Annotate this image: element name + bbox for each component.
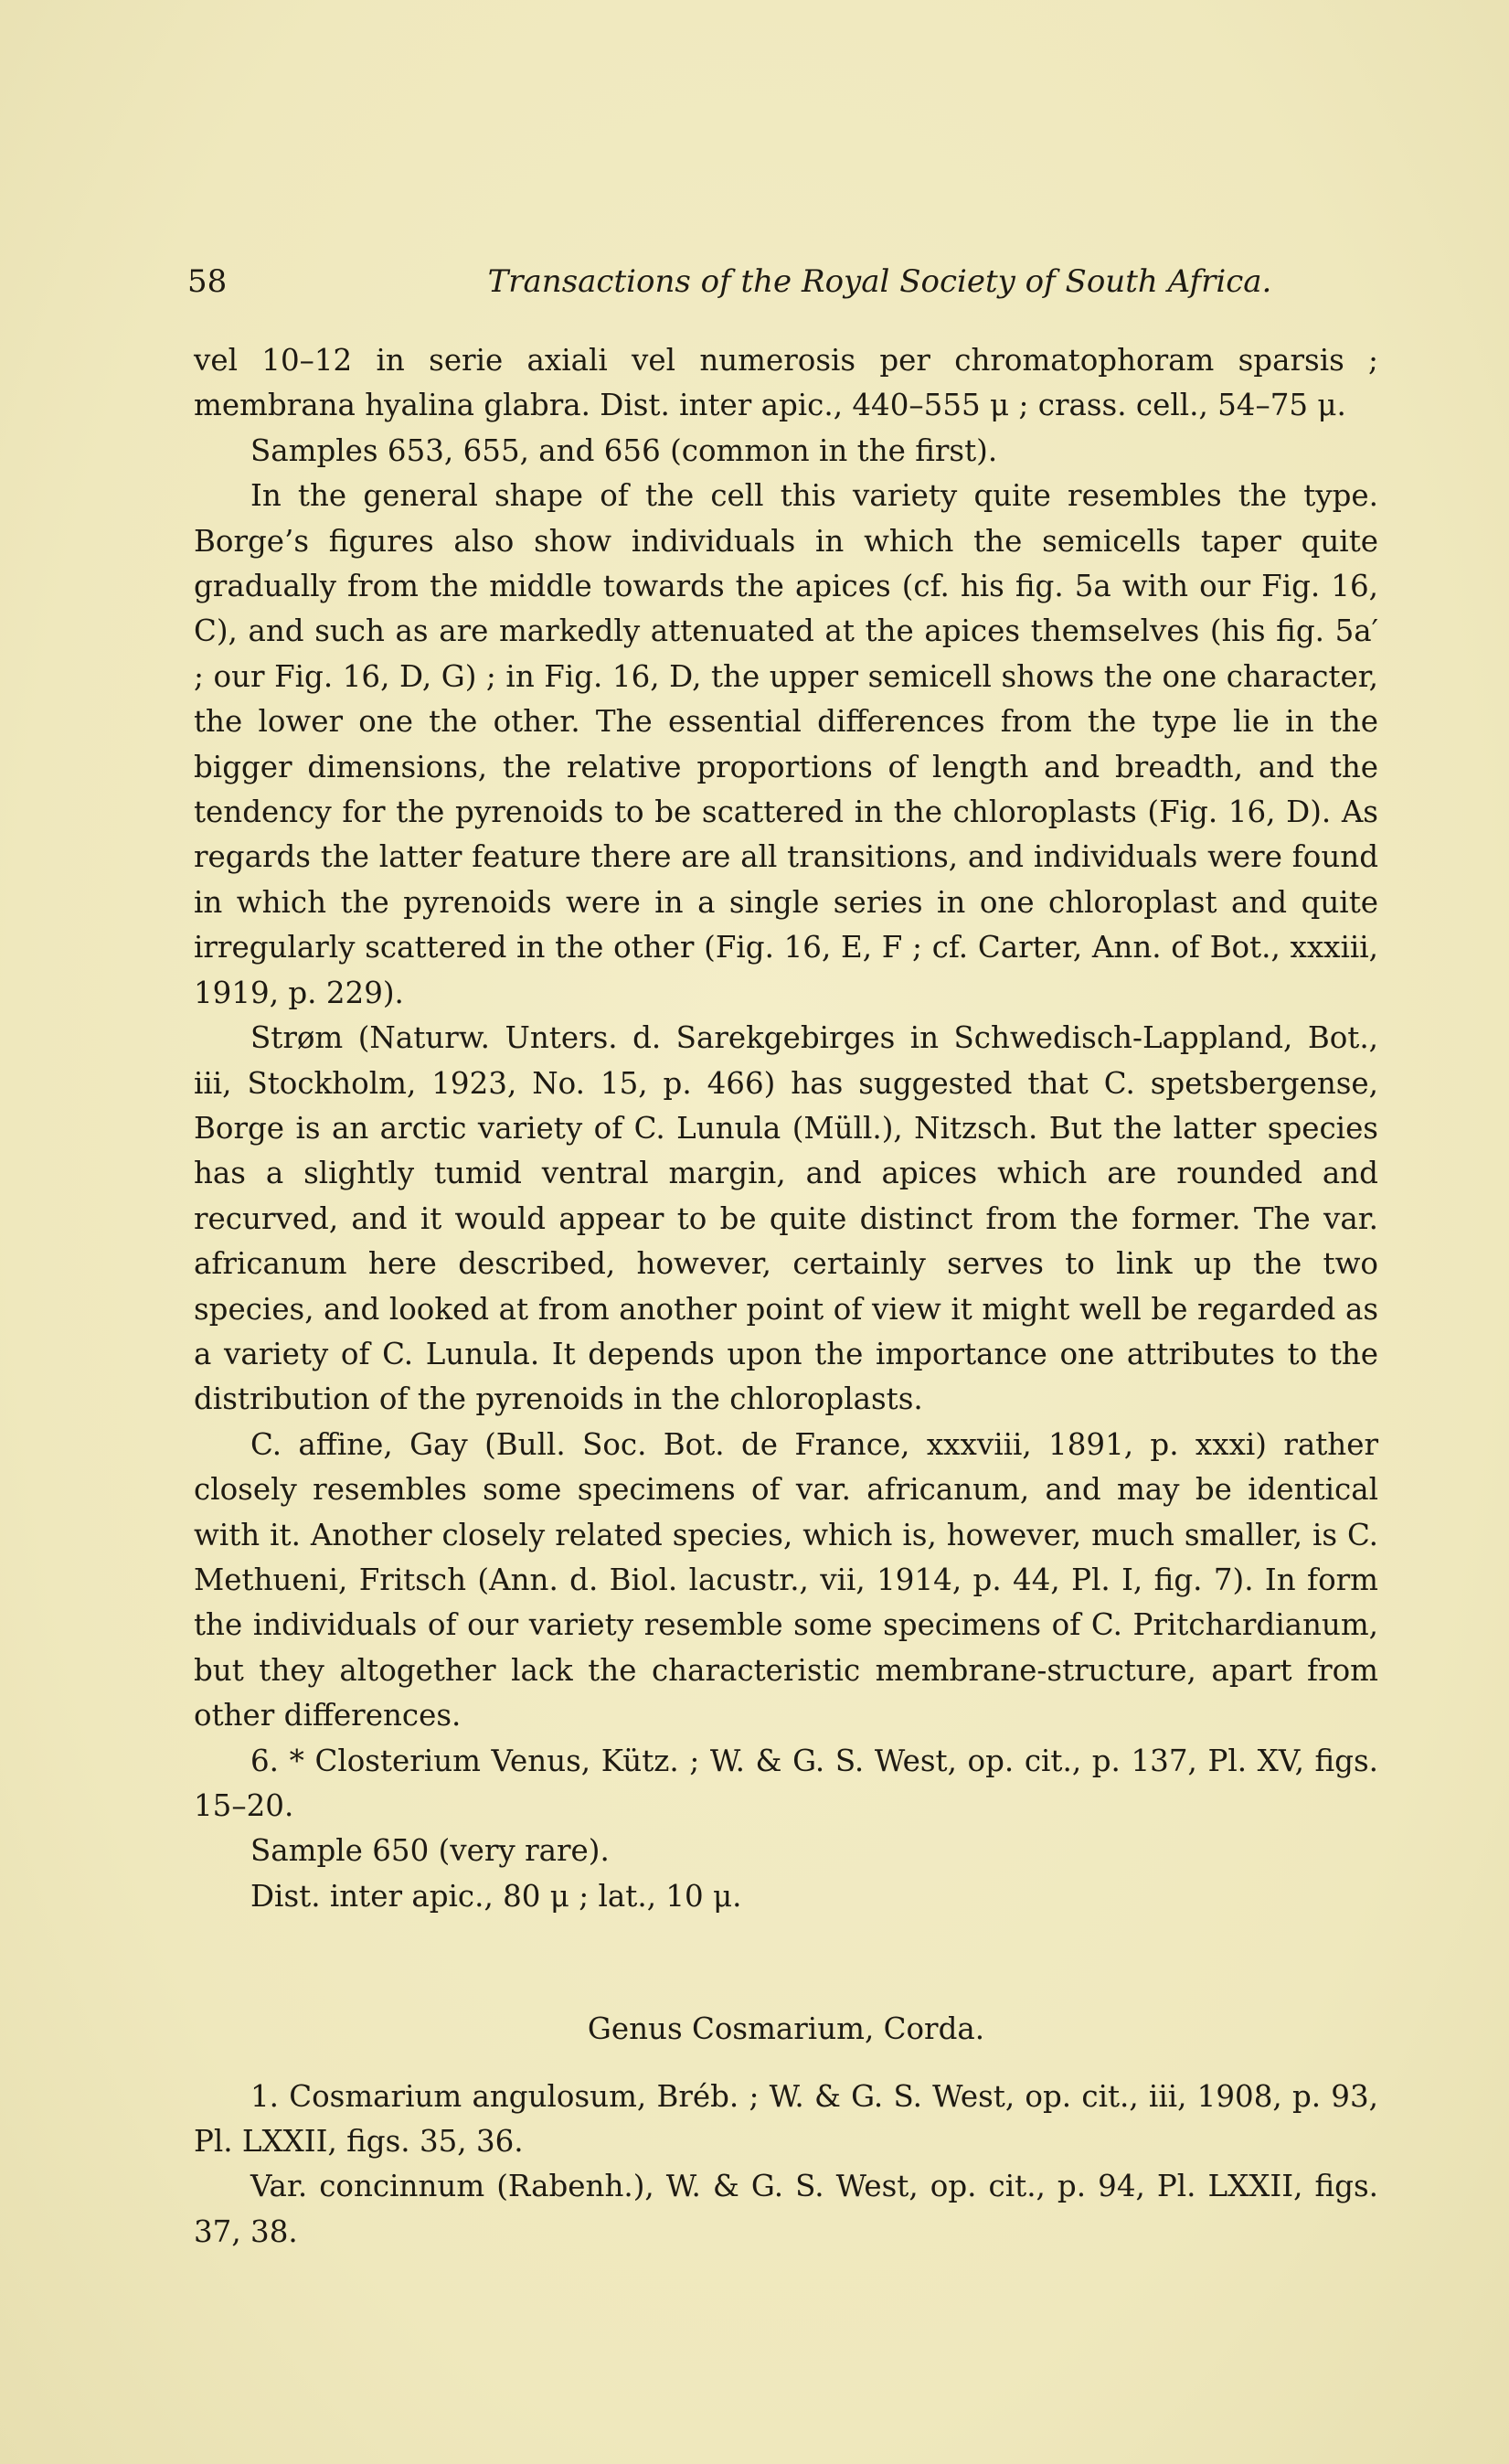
running-title: Transactions of the Royal Society of South Africa. [487,263,1272,300]
page-header [187,263,1380,309]
section-spacer [194,1919,1378,2007]
paragraph-sample-650: Sample 650 (very rare). [250,1833,610,1869]
heading-spacer [194,2053,1378,2075]
body-text [194,338,1378,2255]
genus-heading: Genus Cosmarium, Corda. [587,2011,985,2047]
paragraph-strom: Strøm (Naturw. Unters. d. Sarekgebirges in Schwedisch-Lappland, Bot., iii, Stockholm, 1923, No. 15, p. 466) has suggested that C. spetsbergense, Borge is an arctic variety of C. Lunula (Müll.), Nitzsch. But the latter species has a slightly tumid ventral margin, and apices which are rounded and recurved, and it would appear to be quite distinct from the former. The var. africanum here described, however, certainly serves to link up the two species, and looked at from another point of view it might well be regarded as a variety of C. Lunula. It depends upon the importance one attributes to the distribution of the pyrenoids in the chloroplasts. [194,1020,1378,1417]
page-number: 58 [187,263,228,300]
paragraph-general-shape: In the general shape of the cell this variety quite resembles the type. Borge’s figures also show individuals in which the semicells taper quite gradually from the middle towards the apices (cf. his fig. 5a with our Fig. 16, C), and such as are markedly attenuated at the apices themselves (his fig. 5a′ ; our Fig. 16, D, G) ; in Fig. 16, D, the upper semicell shows the one character, the lower one the other. The essential differences from the type lie in the bigger dimensions, the relative proportions of length and breadth, and the tendency for the pyrenoids to be scattered in the chloroplasts (Fig. 16, D). As regards the latter feature there are all transitions, and individuals were found in which the pyrenoids were in a single series in one chloroplast and quite irregularly scattered in the other (Fig. 16, E, F ; cf. Carter, Ann. of Bot., xxxiii, 1919, p. 229). [194,478,1378,1010]
paragraph-dimensions: Dist. inter apic., 80 μ ; lat., 10 μ. [250,1878,742,1914]
paragraph-continuation: vel 10–12 in serie axiali vel numerosis per chromatophoram sparsis ; membrana hyalina glabra. Dist. inter apic., 440–555 μ ; crass. cell., 54–75 μ. [194,343,1378,423]
paragraph-cosmarium-angulosum: 1. Cosmarium angulosum, Bréb. ; W. & G. S. West, op. cit., iii, 1908, p. 93, Pl. LXXII, figs. 35, 36. [194,2078,1378,2160]
paragraph-samples: Samples 653, 655, and 656 (common in the first). [250,432,998,468]
paragraph-c-affine: C. affine, Gay (Bull. Soc. Bot. de France, xxxviii, 1891, p. xxxi) rather closely resembles some specimens of var. africanum, and may be identical with it. Another closely related species, which is, however, much smaller, is C. Methueni, Fritsch (Ann. d. Biol. lacustr., vii, 1914, p. 44, Pl. I, fig. 7). In form the individuals of our variety resemble some specimens of C. Pritchardianum, but they altogether lack the characteristic membrane-structure, apart from other differences. [194,1426,1378,1733]
paragraph-closterium-venus: 6. * Closterium Venus, Kütz. ; W. & G. S. West, op. cit., p. 137, Pl. XV, figs. 15–20. [194,1743,1378,1823]
paragraph-var-concinnum: Var. concinnum (Rabenh.), W. & G. S. West, op. cit., p. 94, Pl. LXXII, figs. 37, 38. [194,2169,1378,2249]
